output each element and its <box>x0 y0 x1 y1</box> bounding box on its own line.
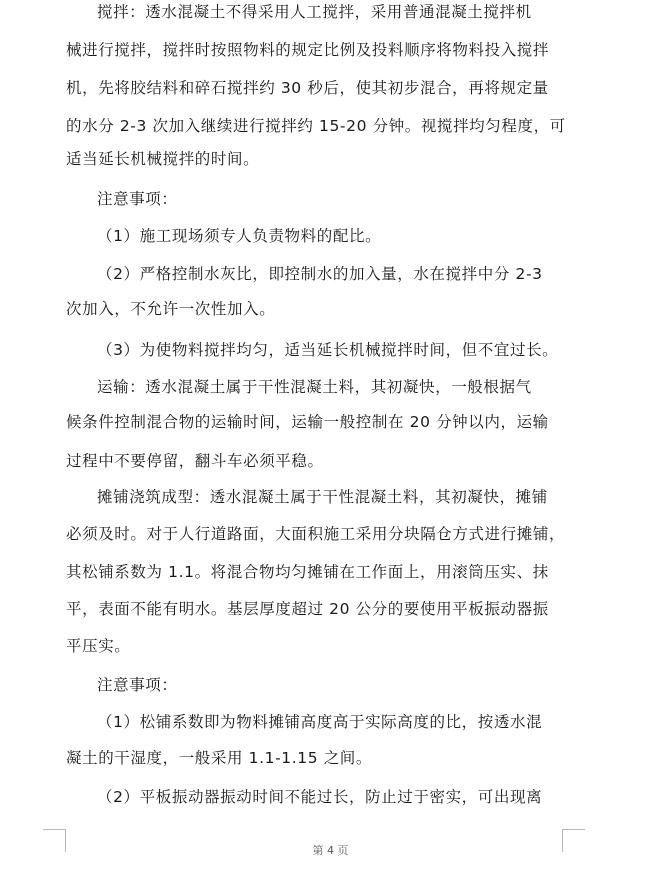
page-number: 第 4 页 <box>312 844 349 857</box>
paragraph-line: 搅拌：透水混凝土不得采用人工搅拌，采用普通混凝土搅拌机 <box>97 3 532 21</box>
section-heading: 注意事项： <box>97 676 178 694</box>
paragraph-line: 的水分 2-3 次加入继续进行搅拌约 15-20 分钟。视搅拌均匀程度，可 <box>66 117 566 135</box>
paragraph-line: 械进行搅拌，搅拌时按照物料的规定比例及投料顺序将物料投入搅拌 <box>66 41 550 59</box>
paragraph-line: 平，表面不能有明水。基层厚度超过 20 公分的要使用平板振动器振 <box>66 600 549 618</box>
paragraph-line: 平压实。 <box>66 637 131 655</box>
list-item-continuation: 凝土的干湿度，一般采用 1.1-1.15 之间。 <box>66 749 373 767</box>
list-item: （2）严格控制水灰比，即控制水的加入量，水在搅拌中分 2-3 <box>97 265 543 283</box>
list-item: （2）平板振动器振动时间不能过长，防止过于密实，可出现离 <box>97 788 543 806</box>
list-item-continuation: 次加入，不允许一次性加入。 <box>66 300 276 318</box>
paragraph-line: 其松铺系数为 1.1。将混合物均匀摊铺在工作面上，用滚筒压实、抹 <box>66 563 549 581</box>
paragraph-line: 机，先将胶结料和碎石搅拌约 30 秒后，使其初步混合，再将规定量 <box>66 79 549 97</box>
section-heading: 注意事项： <box>97 190 178 208</box>
paragraph-line: 必须及时。对于人行道路面，大面积施工采用分块隔仓方式进行摊铺， <box>66 525 566 543</box>
list-item: （1）施工现场须专人负责物料的配比。 <box>97 227 382 245</box>
paragraph-line: 候条件控制混合物的运输时间，运输一般控制在 20 分钟以内，运输 <box>66 413 549 431</box>
paragraph-line: 摊铺浇筑成型：透水混凝土属于干性混凝土料，其初凝快，摊铺 <box>97 488 548 506</box>
list-item: （3）为使物料搅拌均匀，适当延长机械搅拌时间，但不宜过长。 <box>97 341 559 359</box>
list-item: （1）松铺系数即为物料摊铺高度高于实际高度的比，按透水混 <box>97 713 543 731</box>
paragraph-line: 适当延长机械搅拌的时间。 <box>66 150 260 168</box>
paragraph-line: 运输：透水混凝土属于干性混凝土料，其初凝快，一般根据气 <box>97 378 532 396</box>
paragraph-line: 过程中不要停留，翻斗车必须平稳。 <box>66 452 324 470</box>
